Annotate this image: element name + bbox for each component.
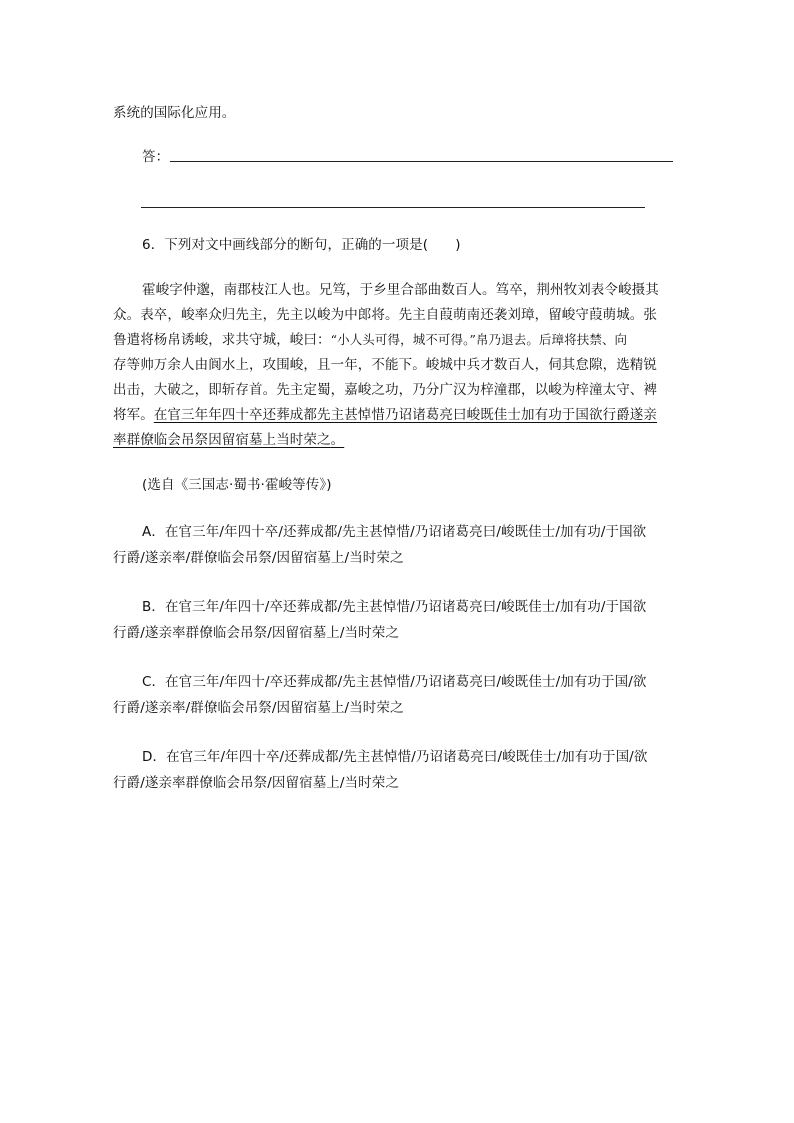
passage-line-7 bbox=[113, 405, 657, 425]
passage-line-1: 霍峻字仲邈，南郡枝江人也。兄笃，于乡里合部曲数百人。笃卒，荆州牧刘表令峻摄其 bbox=[142, 282, 659, 298]
passage-line-3-quote: “小人头可得，城不可得。”帛乃退去。后璋将扶禁、向 bbox=[330, 332, 628, 347]
underlined-segment-2: 率群僚临会吊祭因留宿墓上当时荣之 bbox=[113, 432, 331, 448]
question-6-stem: 6．下列对文中画线部分的断句，正确的一项是( ) bbox=[142, 237, 461, 253]
option-d-line-1: D．在官三年/年四十卒/还葬成都/先主甚悼惜/乃诏诸葛亮曰/峻既佳士/加有功于国/欲 bbox=[142, 749, 648, 765]
option-a-line-2: 行爵/遂亲率/群僚临会吊祭/因留宿墓上/当时荣之 bbox=[113, 550, 404, 566]
passage-line-4: 存等帅万余人由阆水上，攻围峻，且一年，不能下。峻城中兵才数百人，伺其怠隙，选精锐 bbox=[113, 357, 657, 373]
underlined-segment-2-tail: 。 bbox=[330, 432, 345, 448]
intro-tail-text: 系统的国际化应用。 bbox=[113, 105, 236, 121]
passage-line-8 bbox=[113, 430, 344, 450]
underlined-segment-1: 在官三年年四十卒还葬成都先主甚悼惜乃诏诸葛亮曰峻既佳士加有功于国欲行爵遂亲 bbox=[153, 407, 658, 423]
option-c-line-1: C．在官三年/年四十/卒还葬成都/先主甚悼惜/乃诏诸葛亮曰/峻既佳士/加有功于国/欲 bbox=[142, 674, 647, 690]
option-d-line-2: 行爵/遂亲率群僚临会吊祭/因留宿墓上/当时荣之 bbox=[113, 775, 399, 791]
option-b-line-2: 行爵/遂亲率群僚临会吊祭/因留宿墓上/当时荣之 bbox=[113, 625, 399, 641]
passage-line-7-plain: 将军。 bbox=[113, 407, 154, 423]
passage-line-3-start: 鲁遣将杨帛诱峻，求共守城，峻曰： bbox=[113, 332, 331, 348]
passage-line-2: 众。表卒，峻率众归先主，先主以峻为中郎将。先主自葭萌南还袭刘璋，留峻守葭萌城。张 bbox=[113, 307, 657, 323]
passage-line-5: 出击，大破之，即斩存首。先主定蜀，嘉峻之功，乃分广汉为梓潼郡，以峻为梓潼太守、裨 bbox=[113, 382, 657, 398]
answer-label: 答： bbox=[142, 149, 170, 165]
option-a-line-1: A．在官三年/年四十卒/还葬成都/先主甚悼惜/乃诏诸葛亮曰/峻既佳士/加有功/于国欲 bbox=[142, 524, 647, 540]
option-b-line-1: B．在官三年/年四十/卒还葬成都/先主甚悼惜/乃诏诸葛亮曰/峻既佳士/加有功/于国欲 bbox=[142, 599, 647, 615]
answer-line-2[interactable] bbox=[141, 207, 645, 208]
passage-line-3 bbox=[113, 330, 627, 350]
option-c-line-2: 行爵/遂亲率/群僚临会吊祭/因留宿墓上/当时荣之 bbox=[113, 700, 404, 716]
answer-line-1[interactable] bbox=[170, 161, 673, 162]
passage-source: (选自《三国志·蜀书·霍峻等传》) bbox=[142, 477, 332, 493]
